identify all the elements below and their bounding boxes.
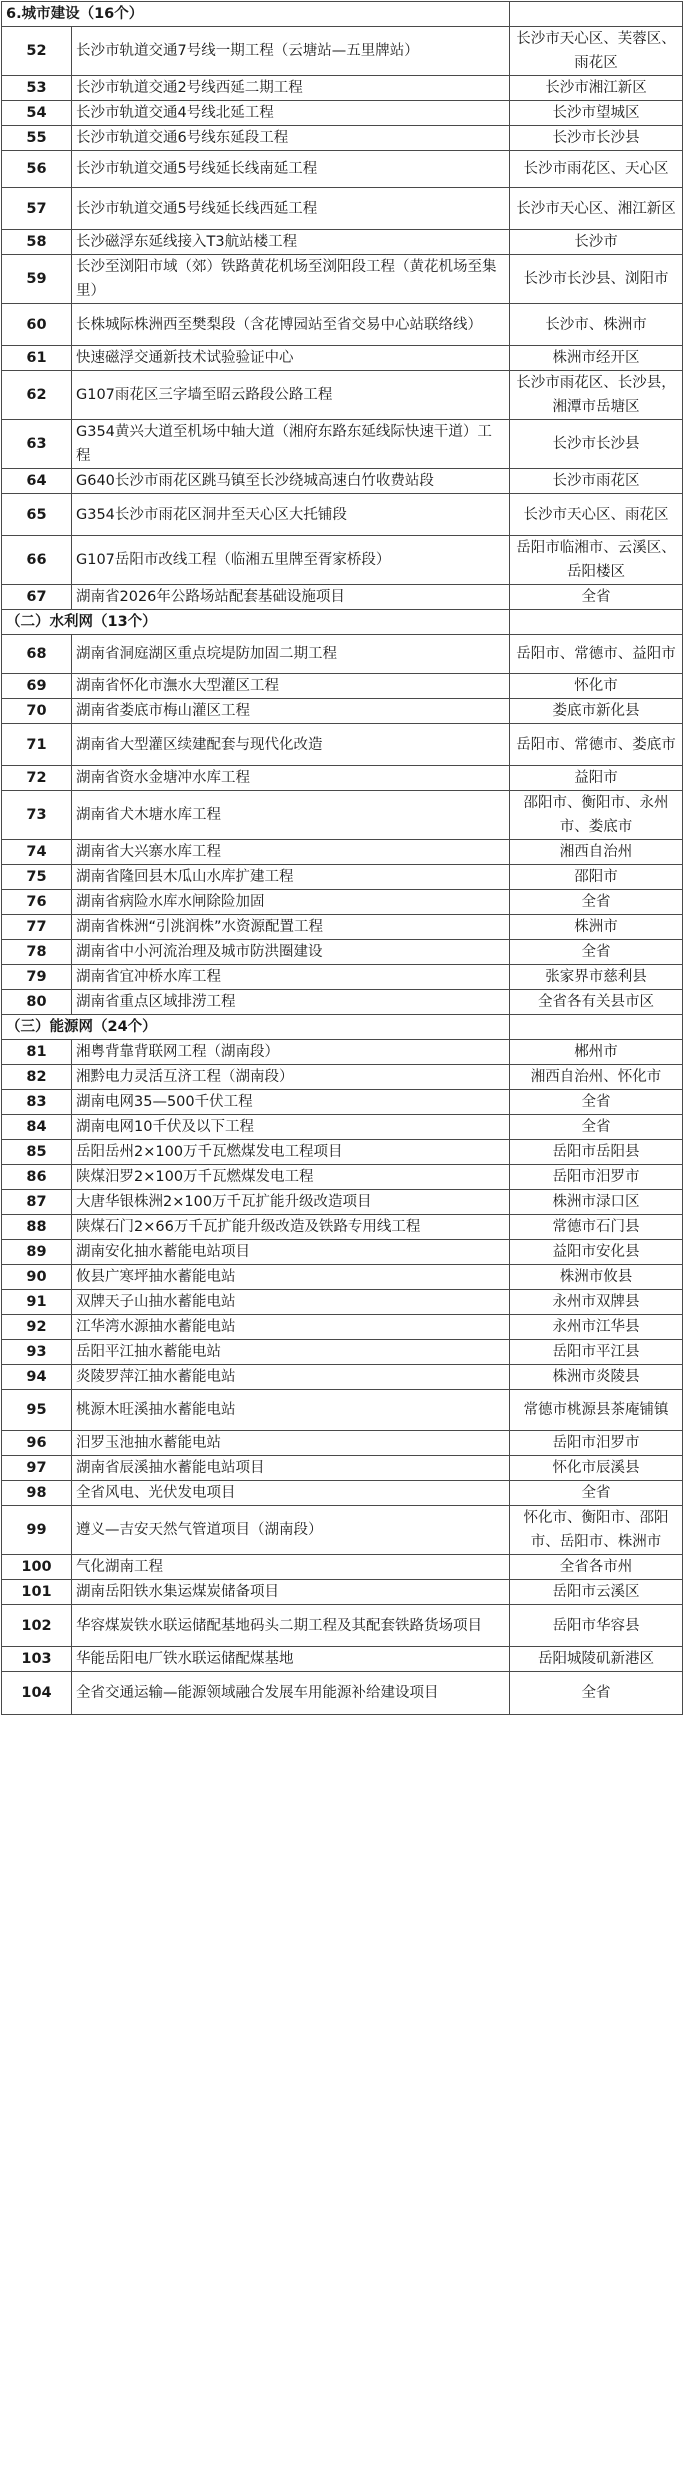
table-row — [2, 940, 683, 965]
table-row — [2, 865, 683, 890]
project-number: 82 — [2, 1065, 72, 1090]
table-row — [2, 1040, 683, 1065]
project-name: 湖南省重点区域排涝工程 — [72, 990, 510, 1015]
project-number: 90 — [2, 1265, 72, 1290]
project-name: 湖南安化抽水蓄能电站项目 — [72, 1240, 510, 1265]
project-location: 邵阳市 — [510, 865, 683, 890]
project-location: 岳阳市、常德市、益阳市 — [510, 635, 683, 674]
table-row — [2, 1140, 683, 1165]
project-number: 87 — [2, 1190, 72, 1215]
table-row — [2, 1290, 683, 1315]
table-row — [2, 126, 683, 151]
project-location: 全省 — [510, 890, 683, 915]
project-location: 湘西自治州、怀化市 — [510, 1065, 683, 1090]
table-row — [2, 1456, 683, 1481]
project-name: 长沙磁浮东延线接入T3航站楼工程 — [72, 230, 510, 255]
project-location: 全省各市州 — [510, 1555, 683, 1580]
project-name: 湖南省大型灌区续建配套与现代化改造 — [72, 724, 510, 766]
project-location: 株洲市攸县 — [510, 1265, 683, 1290]
project-name: 湖南省洞庭湖区重点垸堤防加固二期工程 — [72, 635, 510, 674]
project-location: 全省 — [510, 940, 683, 965]
project-number: 92 — [2, 1315, 72, 1340]
project-location: 长沙市雨花区、天心区 — [510, 151, 683, 188]
project-name: 湖南省辰溪抽水蓄能电站项目 — [72, 1456, 510, 1481]
section-header-row — [2, 610, 683, 635]
project-location: 株洲市炎陵县 — [510, 1365, 683, 1390]
table-row — [2, 990, 683, 1015]
project-location: 长沙市湘江新区 — [510, 76, 683, 101]
project-location: 长沙市望城区 — [510, 101, 683, 126]
table-row — [2, 1165, 683, 1190]
project-location: 全省 — [510, 1115, 683, 1140]
project-number: 86 — [2, 1165, 72, 1190]
table-row — [2, 151, 683, 188]
project-number: 93 — [2, 1340, 72, 1365]
project-number: 94 — [2, 1365, 72, 1390]
table-row — [2, 1090, 683, 1115]
project-table — [1, 1, 683, 1715]
table-row — [2, 1580, 683, 1605]
table-row — [2, 890, 683, 915]
section-title: 6.城市建设（16个） — [2, 2, 510, 27]
project-number: 88 — [2, 1215, 72, 1240]
project-location: 长沙市长沙县 — [510, 420, 683, 469]
table-row — [2, 1365, 683, 1390]
table-row — [2, 1240, 683, 1265]
project-number: 76 — [2, 890, 72, 915]
project-name: 湖南省中小河流治理及城市防洪圈建设 — [72, 940, 510, 965]
project-name: 大唐华银株洲2×100万千瓦扩能升级改造项目 — [72, 1190, 510, 1215]
project-name: 长株城际株洲西至樊梨段（含花博园站至省交易中心站联络线） — [72, 304, 510, 346]
table-row — [2, 1605, 683, 1647]
project-number: 80 — [2, 990, 72, 1015]
table-row — [2, 840, 683, 865]
project-number: 99 — [2, 1506, 72, 1555]
table-row — [2, 1555, 683, 1580]
project-location: 益阳市 — [510, 766, 683, 791]
project-name: 桃源木旺溪抽水蓄能电站 — [72, 1390, 510, 1431]
project-name: 湖南省病险水库水闸除险加固 — [72, 890, 510, 915]
project-name: 长沙至浏阳市域（郊）铁路黄花机场至浏阳段工程（黄花机场至集里） — [72, 255, 510, 304]
section-header-row — [2, 2, 683, 27]
project-name: 湖南省2026年公路场站配套基础设施项目 — [72, 585, 510, 610]
project-number: 61 — [2, 346, 72, 371]
table-row — [2, 1390, 683, 1431]
table-row — [2, 371, 683, 420]
project-location: 长沙市天心区、湘江新区 — [510, 188, 683, 230]
project-number: 59 — [2, 255, 72, 304]
project-location: 长沙市、株洲市 — [510, 304, 683, 346]
project-number: 95 — [2, 1390, 72, 1431]
project-number: 74 — [2, 840, 72, 865]
project-location: 湘西自治州 — [510, 840, 683, 865]
project-location: 岳阳市岳阳县 — [510, 1140, 683, 1165]
project-name: 湖南省株洲“引洮润株”水资源配置工程 — [72, 915, 510, 940]
table-row — [2, 420, 683, 469]
section-title: （二）水利网（13个） — [2, 610, 510, 635]
project-name: 陕煤汨罗2×100万千瓦燃煤发电工程 — [72, 1165, 510, 1190]
project-number: 83 — [2, 1090, 72, 1115]
project-location: 长沙市长沙县、浏阳市 — [510, 255, 683, 304]
table-row — [2, 766, 683, 791]
project-number: 73 — [2, 791, 72, 840]
project-name: 湖南岳阳铁水集运煤炭储备项目 — [72, 1580, 510, 1605]
project-location: 怀化市、衡阳市、邵阳市、岳阳市、株洲市 — [510, 1506, 683, 1555]
project-number: 84 — [2, 1115, 72, 1140]
project-name: 江华湾水源抽水蓄能电站 — [72, 1315, 510, 1340]
project-name: 陕煤石门2×66万千瓦扩能升级改造及铁路专用线工程 — [72, 1215, 510, 1240]
project-number: 63 — [2, 420, 72, 469]
project-location: 永州市江华县 — [510, 1315, 683, 1340]
project-name: 湖南省犬木塘水库工程 — [72, 791, 510, 840]
table-row — [2, 1481, 683, 1506]
project-location: 全省各有关县市区 — [510, 990, 683, 1015]
project-number: 72 — [2, 766, 72, 791]
project-name: 长沙市轨道交通2号线西延二期工程 — [72, 76, 510, 101]
project-number: 66 — [2, 536, 72, 585]
project-number: 85 — [2, 1140, 72, 1165]
project-location: 常德市石门县 — [510, 1215, 683, 1240]
table-row — [2, 1340, 683, 1365]
table-row — [2, 1647, 683, 1672]
project-name: 长沙市轨道交通7号线一期工程（云塘站—五里牌站） — [72, 27, 510, 76]
project-number: 65 — [2, 494, 72, 536]
project-number: 70 — [2, 699, 72, 724]
project-number: 67 — [2, 585, 72, 610]
project-location: 永州市双牌县 — [510, 1290, 683, 1315]
project-name: G107岳阳市改线工程（临湘五里牌至胥家桥段） — [72, 536, 510, 585]
table-row — [2, 76, 683, 101]
project-location: 全省 — [510, 1090, 683, 1115]
project-number: 55 — [2, 126, 72, 151]
table-row — [2, 230, 683, 255]
project-number: 81 — [2, 1040, 72, 1065]
project-location: 株洲市 — [510, 915, 683, 940]
project-number: 79 — [2, 965, 72, 990]
project-number: 97 — [2, 1456, 72, 1481]
table-row — [2, 585, 683, 610]
table-row — [2, 101, 683, 126]
project-name: 华能岳阳电厂铁水联运储配煤基地 — [72, 1647, 510, 1672]
project-name: 湖南电网35—500千伏工程 — [72, 1090, 510, 1115]
project-number: 56 — [2, 151, 72, 188]
project-location: 长沙市天心区、芙蓉区、雨花区 — [510, 27, 683, 76]
project-name: 全省交通运输—能源领域融合发展车用能源补给建设项目 — [72, 1672, 510, 1715]
project-name: G354长沙市雨花区洞井至天心区大托铺段 — [72, 494, 510, 536]
project-name: 长沙市轨道交通4号线北延工程 — [72, 101, 510, 126]
project-name: 岳阳平江抽水蓄能电站 — [72, 1340, 510, 1365]
project-number: 96 — [2, 1431, 72, 1456]
project-location: 岳阳市汨罗市 — [510, 1165, 683, 1190]
project-number: 103 — [2, 1647, 72, 1672]
project-number: 101 — [2, 1580, 72, 1605]
project-location: 长沙市长沙县 — [510, 126, 683, 151]
project-number: 53 — [2, 76, 72, 101]
project-name: 湖南省宜冲桥水库工程 — [72, 965, 510, 990]
project-name: G640长沙市雨花区跳马镇至长沙绕城高速白竹收费站段 — [72, 469, 510, 494]
project-name: 湖南省娄底市梅山灌区工程 — [72, 699, 510, 724]
project-number: 91 — [2, 1290, 72, 1315]
project-number: 104 — [2, 1672, 72, 1715]
project-number: 57 — [2, 188, 72, 230]
project-location: 娄底市新化县 — [510, 699, 683, 724]
project-location: 全省 — [510, 1481, 683, 1506]
table-row — [2, 1265, 683, 1290]
table-row — [2, 1215, 683, 1240]
table-row — [2, 1115, 683, 1140]
project-name: G107雨花区三字墙至昭云路段公路工程 — [72, 371, 510, 420]
table-row — [2, 1315, 683, 1340]
table-row — [2, 724, 683, 766]
project-location: 岳阳市云溪区 — [510, 1580, 683, 1605]
table-row — [2, 304, 683, 346]
table-row — [2, 674, 683, 699]
project-number: 54 — [2, 101, 72, 126]
project-location: 长沙市雨花区 — [510, 469, 683, 494]
project-name: 湖南省大兴寨水库工程 — [72, 840, 510, 865]
project-location: 长沙市天心区、雨花区 — [510, 494, 683, 536]
project-name: 岳阳岳州2×100万千瓦燃煤发电工程项目 — [72, 1140, 510, 1165]
project-number: 98 — [2, 1481, 72, 1506]
project-number: 62 — [2, 371, 72, 420]
table-row — [2, 1672, 683, 1715]
project-location: 长沙市 — [510, 230, 683, 255]
table-row — [2, 188, 683, 230]
section-title: （三）能源网（24个） — [2, 1015, 510, 1040]
project-name: 湖南省隆回县木瓜山水库扩建工程 — [72, 865, 510, 890]
project-location: 邵阳市、衡阳市、永州市、娄底市 — [510, 791, 683, 840]
project-location: 怀化市辰溪县 — [510, 1456, 683, 1481]
project-number: 52 — [2, 27, 72, 76]
table-row — [2, 635, 683, 674]
project-location: 株洲市渌口区 — [510, 1190, 683, 1215]
project-location: 岳阳市平江县 — [510, 1340, 683, 1365]
table-row — [2, 699, 683, 724]
table-row — [2, 346, 683, 371]
project-location: 益阳市安化县 — [510, 1240, 683, 1265]
table-row — [2, 1506, 683, 1555]
project-number: 102 — [2, 1605, 72, 1647]
project-name: 湖南省怀化市潕水大型灌区工程 — [72, 674, 510, 699]
project-name: 湖南省资水金塘冲水库工程 — [72, 766, 510, 791]
project-number: 68 — [2, 635, 72, 674]
project-location: 长沙市雨花区、长沙县，湘潭市岳塘区 — [510, 371, 683, 420]
project-number: 77 — [2, 915, 72, 940]
project-number: 60 — [2, 304, 72, 346]
project-location: 岳阳市、常德市、娄底市 — [510, 724, 683, 766]
table-row — [2, 1190, 683, 1215]
project-name: 湖南电网10千伏及以下工程 — [72, 1115, 510, 1140]
project-name: 双牌天子山抽水蓄能电站 — [72, 1290, 510, 1315]
table-row — [2, 494, 683, 536]
section-header-blank — [510, 610, 683, 635]
project-location: 张家界市慈利县 — [510, 965, 683, 990]
project-name: 快速磁浮交通新技术试验验证中心 — [72, 346, 510, 371]
project-name: 遵义—吉安天然气管道项目（湖南段） — [72, 1506, 510, 1555]
section-header-blank — [510, 1015, 683, 1040]
project-location: 怀化市 — [510, 674, 683, 699]
project-name: 炎陵罗萍江抽水蓄能电站 — [72, 1365, 510, 1390]
project-location: 郴州市 — [510, 1040, 683, 1065]
project-name: 全省风电、光伏发电项目 — [72, 1481, 510, 1506]
table-row — [2, 255, 683, 304]
table-row — [2, 1065, 683, 1090]
project-name: 长沙市轨道交通5号线延长线南延工程 — [72, 151, 510, 188]
project-location: 常德市桃源县茶庵铺镇 — [510, 1390, 683, 1431]
project-number: 58 — [2, 230, 72, 255]
project-name: 长沙市轨道交通6号线东延段工程 — [72, 126, 510, 151]
project-location: 株洲市经开区 — [510, 346, 683, 371]
project-name: 气化湖南工程 — [72, 1555, 510, 1580]
table-row — [2, 27, 683, 76]
table-row — [2, 1431, 683, 1456]
project-name: 湘粤背靠背联网工程（湖南段） — [72, 1040, 510, 1065]
section-header-row — [2, 1015, 683, 1040]
table-row — [2, 915, 683, 940]
project-location: 岳阳市汨罗市 — [510, 1431, 683, 1456]
project-name: 汨罗玉池抽水蓄能电站 — [72, 1431, 510, 1456]
project-number: 78 — [2, 940, 72, 965]
table-row — [2, 965, 683, 990]
table-row — [2, 536, 683, 585]
project-name: 长沙市轨道交通5号线延长线西延工程 — [72, 188, 510, 230]
project-name: G354黄兴大道至机场中轴大道（湘府东路东延线际快速干道）工程 — [72, 420, 510, 469]
project-number: 69 — [2, 674, 72, 699]
project-location: 全省 — [510, 1672, 683, 1715]
project-number: 75 — [2, 865, 72, 890]
project-location: 岳阳市华容县 — [510, 1605, 683, 1647]
project-name: 湘黔电力灵活互济工程（湖南段） — [72, 1065, 510, 1090]
project-number: 89 — [2, 1240, 72, 1265]
project-number: 64 — [2, 469, 72, 494]
table-row — [2, 469, 683, 494]
project-location: 岳阳城陵矶新港区 — [510, 1647, 683, 1672]
section-header-blank — [510, 2, 683, 27]
project-number: 100 — [2, 1555, 72, 1580]
project-location: 全省 — [510, 585, 683, 610]
project-number: 71 — [2, 724, 72, 766]
project-location: 岳阳市临湘市、云溪区、岳阳楼区 — [510, 536, 683, 585]
project-name: 华容煤炭铁水联运储配基地码头二期工程及其配套铁路货场项目 — [72, 1605, 510, 1647]
project-name: 攸县广寒坪抽水蓄能电站 — [72, 1265, 510, 1290]
table-row — [2, 791, 683, 840]
